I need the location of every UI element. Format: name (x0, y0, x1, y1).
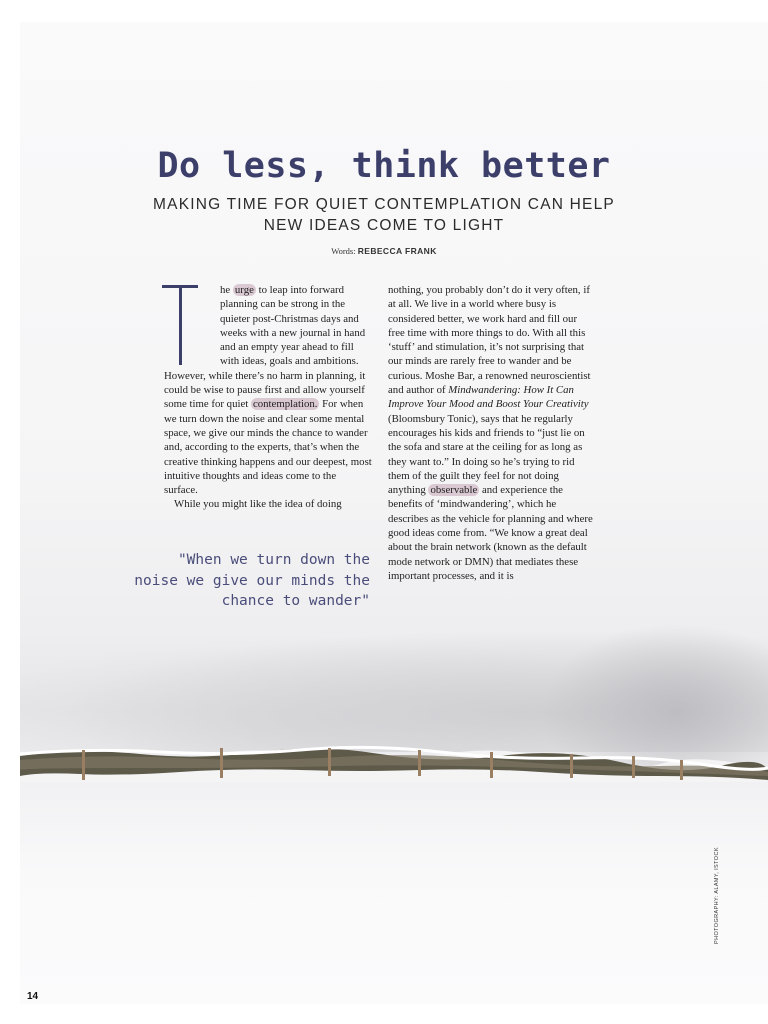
book-title: Mindwandering: How It Can Improve Your Mood and Boost Your Creativity (388, 384, 589, 411)
body-column-2: nothing, you probably don’t do it very often, if at all. We live in a world where busy is considered better, we work hard and fill our free time with more things to do. With all this ‘stuff’ and stimulation, it’s not surprising that our minds are rarely free to wander and be curious. Moshe Bar, a renowned neuroscientist and author of Mindwandering: How It Can Improve Your Mood and Boost Your Creativity (Bloomsbury Tonic), says that he regularly encourages his kids and friends to “just lie on the sofa and stare at the ceiling for as long as they want to.” In doing so he’s trying to rid them of the guilt they feel for not doing anything observable and experience the benefits of ‘mindwandering’, which he describes as the vehicle for planning and where good ideas come from. “We know a great deal about the brain network (known as the default mode network or DMN) that mediates these important processes, and it is (388, 284, 593, 582)
paragraph-2: While you might like the idea of doing (174, 498, 342, 511)
body-column-1: he urge to leap into forward planning can be strong in the quieter post-Christmas days and weeks with a new journal in hand and an empty year ahead to fill with ideas, goals and ambitions. However, while there’s no harm in planning, it could be wise to pause first and allow yourself some time for quiet contemplation. For when we turn down the noise and clear some mental space, we give our minds the chance to wander and, according to the experts, that’s when the creative thinking happens and our deepest, most intuitive thoughts and ideas come to the surface. While you might like the idea of doing (164, 284, 372, 511)
stone-wall-image (20, 736, 768, 786)
snow-field (20, 782, 768, 1004)
photo-credit: PHOTOGRAPHY: ALAMY, ISTOCK (714, 847, 720, 944)
pull-quote: "When we turn down the noise we give our minds the chance to wander" (134, 552, 370, 609)
page-number: 14 (27, 991, 39, 1002)
byline (0, 246, 768, 256)
highlight-urge: urge (234, 284, 254, 296)
highlight-contemplation: contemplation. (252, 398, 318, 411)
article-title: Do less, think better (157, 146, 611, 186)
drop-cap-t (162, 283, 218, 361)
highlight-observable: observable (430, 484, 478, 497)
byline-prefix: Words: (331, 246, 356, 256)
byline-author: REBECCA FRANK (357, 246, 437, 256)
article-subtitle: MAKING TIME FOR QUIET CONTEMPLATION CAN HELP NEW IDEAS COME TO LIGHT (153, 196, 615, 234)
